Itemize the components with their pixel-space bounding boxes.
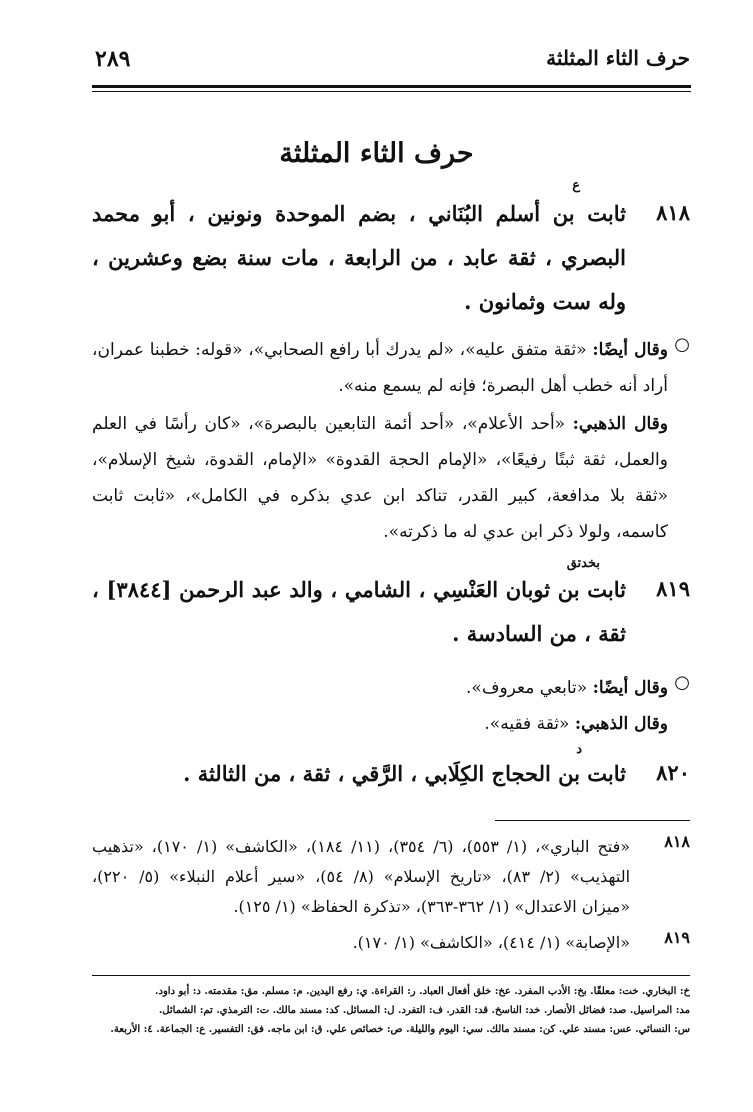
abbreviations-line: مد: المراسيل. صد: فضائل الأنصار. خد: الناسخ. قد: القدر. ف: التفرد. ل: المسائل. كد: مسند مالك. ت: الترمذي. تم: الشمائل.	[158, 1005, 690, 1016]
note-paragraph	[92, 332, 668, 404]
footnote-819	[92, 928, 690, 958]
page-header	[95, 44, 690, 84]
note-text: «ثقة متفق عليه»، «لم يدرك أبا رافع الصحابي»، «قوله: خطبنا عمران، أراد أنه خطب أهل البصرة؛ فإنه لم يسمع منه».	[92, 340, 668, 396]
entry-number: ٨٢٠	[656, 760, 690, 785]
abbreviations-line: س: النسائي. عس: مسند علي. كن: مسند مالك. سي: اليوم والليلة. ص: خصائص علي. ق: ابن ماجه. فق: التفسير. ع: الجماعة. ٤: الأربعة.	[110, 1024, 690, 1035]
header-rule-thin	[92, 91, 691, 92]
note-label: وقال الذهبي:	[574, 714, 668, 734]
footnote-818	[92, 832, 690, 924]
entry-text: ثابت بن الحجاج الكِلَابي ، الرَّقي ، ثقة ، من الثالثة .	[183, 761, 626, 786]
abbreviations-key	[92, 982, 690, 1039]
entry-text: ثابت بن ثوبان العَنْسِي ، الشامي ، والد عبد الرحمن [٣٨٤٤] ، ثقة ، من السادسة .	[92, 577, 626, 646]
footnote-text: «الإصابة» (١/ ٤١٤)، «الكاشف» (١/ ١٧٠).	[352, 933, 630, 952]
running-title: حرف الثاء المثلثة	[546, 46, 690, 70]
note-818	[92, 332, 690, 560]
abbreviations-line: خ: البخاري. خت: معلقًا. بخ: الأدب المفرد. عخ: خلق أفعال العباد. ر: القراءة. ي: رفع اليدين. م: مسلم. مق: مقدمته. د: أبو داود.	[155, 986, 690, 997]
note-text: «أحد الأعلام»، «أحد أئمة التابعين بالبصرة»، «كان رأسًا في العلم والعمل، ثقة ثبتًا رفيعًا»، «الإمام الحجة القدوة» «الإمام، القدوة، شيخ الإسلام»، «ثقة بلا مدافعة، كبير القدر، تناكد ابن عدي بذكره في الكامل»، «ثابت ثابت كاسمه، ولولا ذكر ابن عدي له ما ذكرته».	[92, 414, 668, 542]
entry-text: ثابت بن أسلم البُنَاني ، بضم الموحدة ونونين ، أبو محمد البصري ، ثقة عابد ، من الرابعة ، مات سنة بضع وعشرين ، وله ست وثمانون .	[92, 201, 626, 314]
footnote-number: ٨١٨	[664, 832, 690, 851]
note-label: وقال أيضًا:	[592, 678, 668, 698]
note-text: «تابعي معروف».	[466, 678, 593, 698]
note-text: «ثقة فقيه».	[484, 714, 575, 734]
note-paragraph	[92, 706, 668, 742]
note-paragraph	[92, 406, 668, 550]
entry-marker: د	[576, 742, 582, 757]
entry-820	[92, 742, 690, 802]
note-819	[92, 670, 690, 744]
entry-marker: بخدتق	[566, 556, 600, 571]
note-paragraph	[92, 670, 668, 706]
entry-number: ٨١٩	[656, 576, 690, 601]
note-bullet: ○	[674, 672, 690, 693]
entry-818	[92, 178, 690, 322]
footnote-separator	[495, 820, 690, 821]
header-rule-thick	[92, 85, 691, 88]
page-number: ٢٨٩	[95, 46, 131, 72]
entry-number: ٨١٨	[656, 200, 690, 225]
abbreviations-separator	[92, 975, 690, 976]
note-label: وقال أيضًا:	[592, 340, 668, 360]
entry-marker: ع	[572, 178, 580, 193]
footnote-number: ٨١٩	[664, 928, 690, 947]
note-label: وقال الذهبي:	[572, 414, 668, 434]
note-bullet: ○	[674, 334, 690, 355]
entry-819	[92, 556, 690, 658]
footnote-text: «فتح الباري»، (١/ ٥٥٣)، (٦/ ٣٥٤)، (١١/ ١٨٤)، «الكاشف» (١/ ١٧٠)، «تذهيب التهذيب» (٢/ ٨٣)، «تاريخ الإسلام» (٨/ ٥٤)، «سير أعلام النبلاء» (٥/ ٢٢٠)، «ميزان الاعتدال» (١/ ٣٦٢-٣٦٣)، «تذكرة الحفاظ» (١/ ١٢٥).	[92, 837, 631, 916]
chapter-title: حرف الثاء المثلثة	[279, 138, 474, 169]
